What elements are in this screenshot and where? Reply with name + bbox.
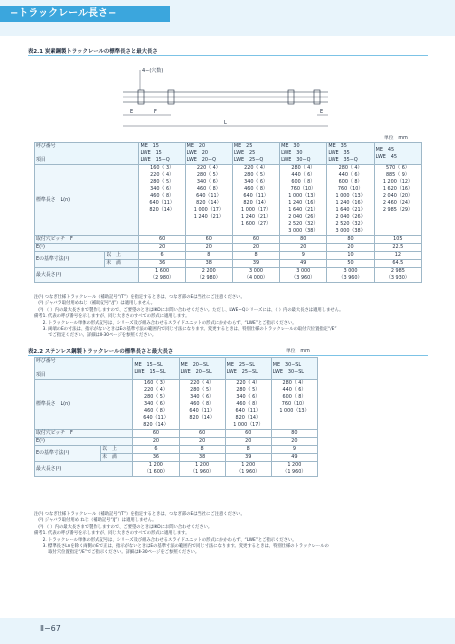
e-max-cell: 50 xyxy=(327,260,374,268)
row-label-maxlen: 最大長さ(²) xyxy=(35,462,133,477)
diagram-d-label: 4−(穴数) xyxy=(142,68,164,74)
series-sub: LWE 35 LWE 35−Q xyxy=(328,150,358,163)
e-cell: 20 xyxy=(139,244,185,252)
note-line: 2. トラックレール単体の形式記号は、シリーズ及び組み合わせるスライドユニットの形式にかかわらず、“LWE”とご指示ください。 xyxy=(34,537,297,543)
table-corner: 呼び番号 項目 xyxy=(35,143,139,165)
note-line: 注(¹) つなぎ仕様トラックレール（補助記号“/T”）を指定するときは、つなぎ部のEは当社にご注意ください。 xyxy=(34,295,245,300)
row-label-min: 以 上 xyxy=(101,446,133,454)
column-header xyxy=(139,143,185,165)
e-min-cell: 8 xyxy=(225,446,271,454)
e-min-cell: 10 xyxy=(327,252,374,260)
e-min-cell: 8 xyxy=(179,446,225,454)
row-label-min: 以 上 xyxy=(105,252,139,260)
series-name: ME 15 xyxy=(140,143,159,149)
rail-diagram xyxy=(118,60,333,132)
row-label-maxlen: 最大長さ(²) xyxy=(35,268,139,283)
series-name: ME 35 xyxy=(328,143,347,149)
max-length-cell: 2 200 （2 980） xyxy=(185,268,232,283)
max-length-cell: 3 000 （3 960） xyxy=(280,268,327,283)
row-label-e: E(¹) xyxy=(35,438,133,446)
row-label-max: 未 満 xyxy=(101,454,133,462)
series-name: ME 30−SL xyxy=(272,361,302,368)
column-header xyxy=(374,143,421,165)
e-cell: 22.5 xyxy=(374,244,421,252)
e-cell: 20 xyxy=(179,438,225,446)
e-min-cell: 8 xyxy=(185,252,232,260)
table2-title xyxy=(28,347,173,355)
series-sub: LWE 15−SL xyxy=(134,368,166,375)
e-cell: 20 xyxy=(133,438,179,446)
e-min-cell: 6 xyxy=(133,446,179,454)
section-title: −トラックレール長さ− xyxy=(0,6,170,22)
e-min-cell: 9 xyxy=(280,252,327,260)
e-min-cell: 8 xyxy=(232,252,279,260)
pitch-cell: 80 xyxy=(327,236,374,244)
row-label-e: E(¹) xyxy=(35,244,139,252)
pitch-cell: 60 xyxy=(139,236,185,244)
std-lengths-cell: 220（ 4） 280（ 5） 340（ 6） 460（ 8） 640（11） 820（14） 1 000（17） 1 240（21） 1 600（27） xyxy=(232,165,279,236)
note-line: 備考1. 代表の呼び番号を示しますが、同じ大きさのすべての形式に適用します。 xyxy=(34,314,190,320)
series-sub: LWE 15 LWE 15−Q xyxy=(140,150,170,163)
row-label-eref: Eの基準寸法(¹) xyxy=(35,252,105,268)
std-lengths-cell: 280（ 4） 440（ 6） 600（ 8） 760（10） 1 000（13） xyxy=(271,380,317,430)
e-max-cell: 64.5 xyxy=(374,260,421,268)
table2 xyxy=(34,357,318,477)
e-cell: 20 xyxy=(280,244,327,252)
pitch-cell: 80 xyxy=(271,430,317,438)
e-max-cell: 39 xyxy=(225,454,271,462)
row-label-std: 標準長さ L(n) xyxy=(35,165,139,236)
note-line: でご指定ください。詳細はⅡ-30ページを参照ください。 xyxy=(34,333,157,339)
column-header xyxy=(185,143,232,165)
diagram-e1-label: E xyxy=(130,109,134,115)
std-lengths-cell: 280（ 4） 440（ 6） 600（ 8） 760（10） 1 000（13） 1 240（16） 1 640（21） 2 040（26） 2 520（32） 3 000（38） xyxy=(280,165,327,236)
std-lengths-cell: 570（ 6） 885（ 9） 1 200（12） 1 620（16） 2 040（20） 2 460（24） 2 985（29） xyxy=(374,165,421,236)
note-line: 3. 両端のEの寸法は、指示がないときはEの基準寸法の範囲内で同じ寸法になります。変更するときは、特別仕様のトラックレールの取付穴位置指定“/E” xyxy=(34,327,337,333)
e-max-cell: 38 xyxy=(179,454,225,462)
page-header xyxy=(0,0,455,36)
max-length-cell: 1 200 （1 960） xyxy=(179,462,225,477)
series-sub: LWE 20−SL xyxy=(180,368,212,375)
std-lengths-cell: 220（ 4） 280（ 5） 340（ 6） 460（ 8） 640（11） 820（14） 1 000（17） xyxy=(225,380,271,430)
series-sub: LWE 25 LWE 25−Q xyxy=(233,150,264,163)
max-length-cell: 3 000 （4 000） xyxy=(232,268,279,283)
pitch-cell: 60 xyxy=(179,430,225,438)
max-length-cell: 1 200 （1 600） xyxy=(133,462,179,477)
note-line: 備考1. 代表の呼び番号を示しますが、同じ大きさのすべての形式に適用します。 xyxy=(34,531,190,537)
e-max-cell: 49 xyxy=(280,260,327,268)
pitch-cell: 60 xyxy=(225,430,271,438)
series-sub: LWE 30−SL xyxy=(272,368,305,375)
table1-title xyxy=(28,47,158,55)
series-sub: LWE 25−SL xyxy=(226,368,258,375)
max-length-cell: 1 200 （1 960） xyxy=(225,462,271,477)
max-length-cell: 3 000 （3 960） xyxy=(327,268,374,283)
column-header xyxy=(225,358,271,380)
page-footer xyxy=(0,618,455,644)
series-name: ME 20−SL xyxy=(180,361,209,368)
pitch-cell: 105 xyxy=(374,236,421,244)
column-header xyxy=(133,358,179,380)
series-name: ME 25−SL xyxy=(226,361,255,368)
page-number: Ⅱ−67 xyxy=(40,624,61,633)
pitch-cell: 60 xyxy=(185,236,232,244)
e-min-cell: 9 xyxy=(271,446,317,454)
e-max-cell: 36 xyxy=(139,260,185,268)
e-min-cell: 12 xyxy=(374,252,421,260)
row-label-pitch: 取付穴ピッチ F xyxy=(35,430,133,438)
std-lengths-cell: 160（ 3） 220（ 4） 280（ 5） 340（ 6） 460（ 8） 640（11） 820（14） xyxy=(133,380,179,430)
series-sub: LWE 45 xyxy=(375,153,397,160)
e-cell: 20 xyxy=(271,438,317,446)
table1-title-text: 表2.1 炭素鋼製トラックレールの標準長さと最大長さ xyxy=(28,49,158,55)
column-header xyxy=(327,143,374,165)
series-name: ME 30 xyxy=(281,143,300,149)
table1-notes xyxy=(34,295,434,340)
e-cell: 20 xyxy=(232,244,279,252)
note-line: (³) （ ）内の最大長さまで製作しますので、ご要望のときはIKOにお問い合わせください。 xyxy=(34,524,213,530)
table2-notes xyxy=(34,512,434,557)
e-cell: 20 xyxy=(225,438,271,446)
e-cell: 20 xyxy=(327,244,374,252)
diagram-e2-label: E xyxy=(320,109,324,115)
note-line: (²) ジャバラ取付用め ねじ（補助記号“/J”）は適用しません。 xyxy=(34,518,157,524)
column-header xyxy=(280,143,327,165)
e-max-cell: 38 xyxy=(185,260,232,268)
note-line: (²) ジャバラ取付用めねじ（補助記号“/J”）は適用しません。 xyxy=(34,301,156,307)
column-header xyxy=(179,358,225,380)
row-label-pitch: 取付穴ピッチ F xyxy=(35,236,139,244)
pitch-cell: 60 xyxy=(232,236,279,244)
note-line: (³) （ ）内の最大長さまで製作しますので、ご要望のときはIKOにお問い合わせください。ただし、LWE−Qシリーズには、（ ）内の最大長さは適用しません。 xyxy=(34,307,344,313)
std-lengths-cell: 220（ 4） 280（ 5） 340（ 6） 460（ 8） 640（11） 820（14） xyxy=(179,380,225,430)
pitch-cell: 60 xyxy=(133,430,179,438)
std-lengths-cell: 220（ 4） 280（ 5） 340（ 6） 460（ 8） 640（11） 820（14） 1 000（17） 1 240（21） xyxy=(185,165,232,236)
max-length-cell: 2 985 （3 930） xyxy=(374,268,421,283)
e-cell: 20 xyxy=(185,244,232,252)
max-length-cell: 1 200 （1 960） xyxy=(271,462,317,477)
series-name: ME 45 xyxy=(375,146,395,153)
table1-unit: 単位 mm xyxy=(384,136,408,141)
diagram-f-label: F xyxy=(154,109,157,115)
std-lengths-cell: 160（ 3） 220（ 4） 280（ 5） 340（ 6） 460（ 8） 640（11） 820（14） xyxy=(139,165,185,236)
series-name: ME 15−SL xyxy=(134,361,163,368)
diagram-l-label: L xyxy=(224,120,227,126)
note-line: 取付穴位置指定“/E”でご指示ください。詳細はⅡ-30ページをご参照ください。 xyxy=(34,550,200,556)
note-line: 3. 標準長さLnを除く両側のEで正は、指示がないときはEの基準寸法の範囲内で同じ寸法になります。変更するときは、特別仕様のトラックレールの xyxy=(34,544,329,550)
e-max-cell: 39 xyxy=(232,260,279,268)
max-length-cell: 1 600 （2 980） xyxy=(139,268,185,283)
note-line: 注(¹) つなぎ仕様トラックレール（補助記号“/T”）を指定するときは、つなぎ部のEは当社にご注意ください。 xyxy=(34,512,245,517)
std-lengths-cell: 280（ 4） 440（ 6） 600（ 8） 760（10） 1 000（13） 1 240（16） 1 640（21） 2 040（26） 2 520（32） 3 000（38） xyxy=(327,165,374,236)
series-sub: LWE 20 LWE 20−Q xyxy=(186,150,216,163)
series-name: ME 25 xyxy=(233,143,253,149)
row-label-max: 未 満 xyxy=(105,260,139,268)
table2-unit: 単位 mm xyxy=(286,349,310,354)
series-name: ME 20 xyxy=(186,143,206,149)
e-min-cell: 6 xyxy=(139,252,185,260)
row-label-std: 標準長さ L(n) xyxy=(35,380,133,430)
table1 xyxy=(34,142,422,283)
column-header xyxy=(271,358,317,380)
note-line: 2. トラックレール単体の形式記号は、シリーズ及び組み合わせるスライドユニットの形式にかかわらず、“LWE”とご指示ください。 xyxy=(34,320,297,326)
row-label-eref: Eの基準寸法(¹) xyxy=(35,446,101,462)
table-corner: 呼び番号 項目 xyxy=(35,358,133,380)
column-header xyxy=(232,143,279,165)
table2-title-text: 表2.2 ステンレス鋼製トラックレールの標準長さと最大長さ xyxy=(28,349,174,355)
e-max-cell: 36 xyxy=(133,454,179,462)
e-max-cell: 49 xyxy=(271,454,317,462)
pitch-cell: 80 xyxy=(280,236,327,244)
series-sub: LWE 30 LWE 30−Q xyxy=(281,150,311,163)
